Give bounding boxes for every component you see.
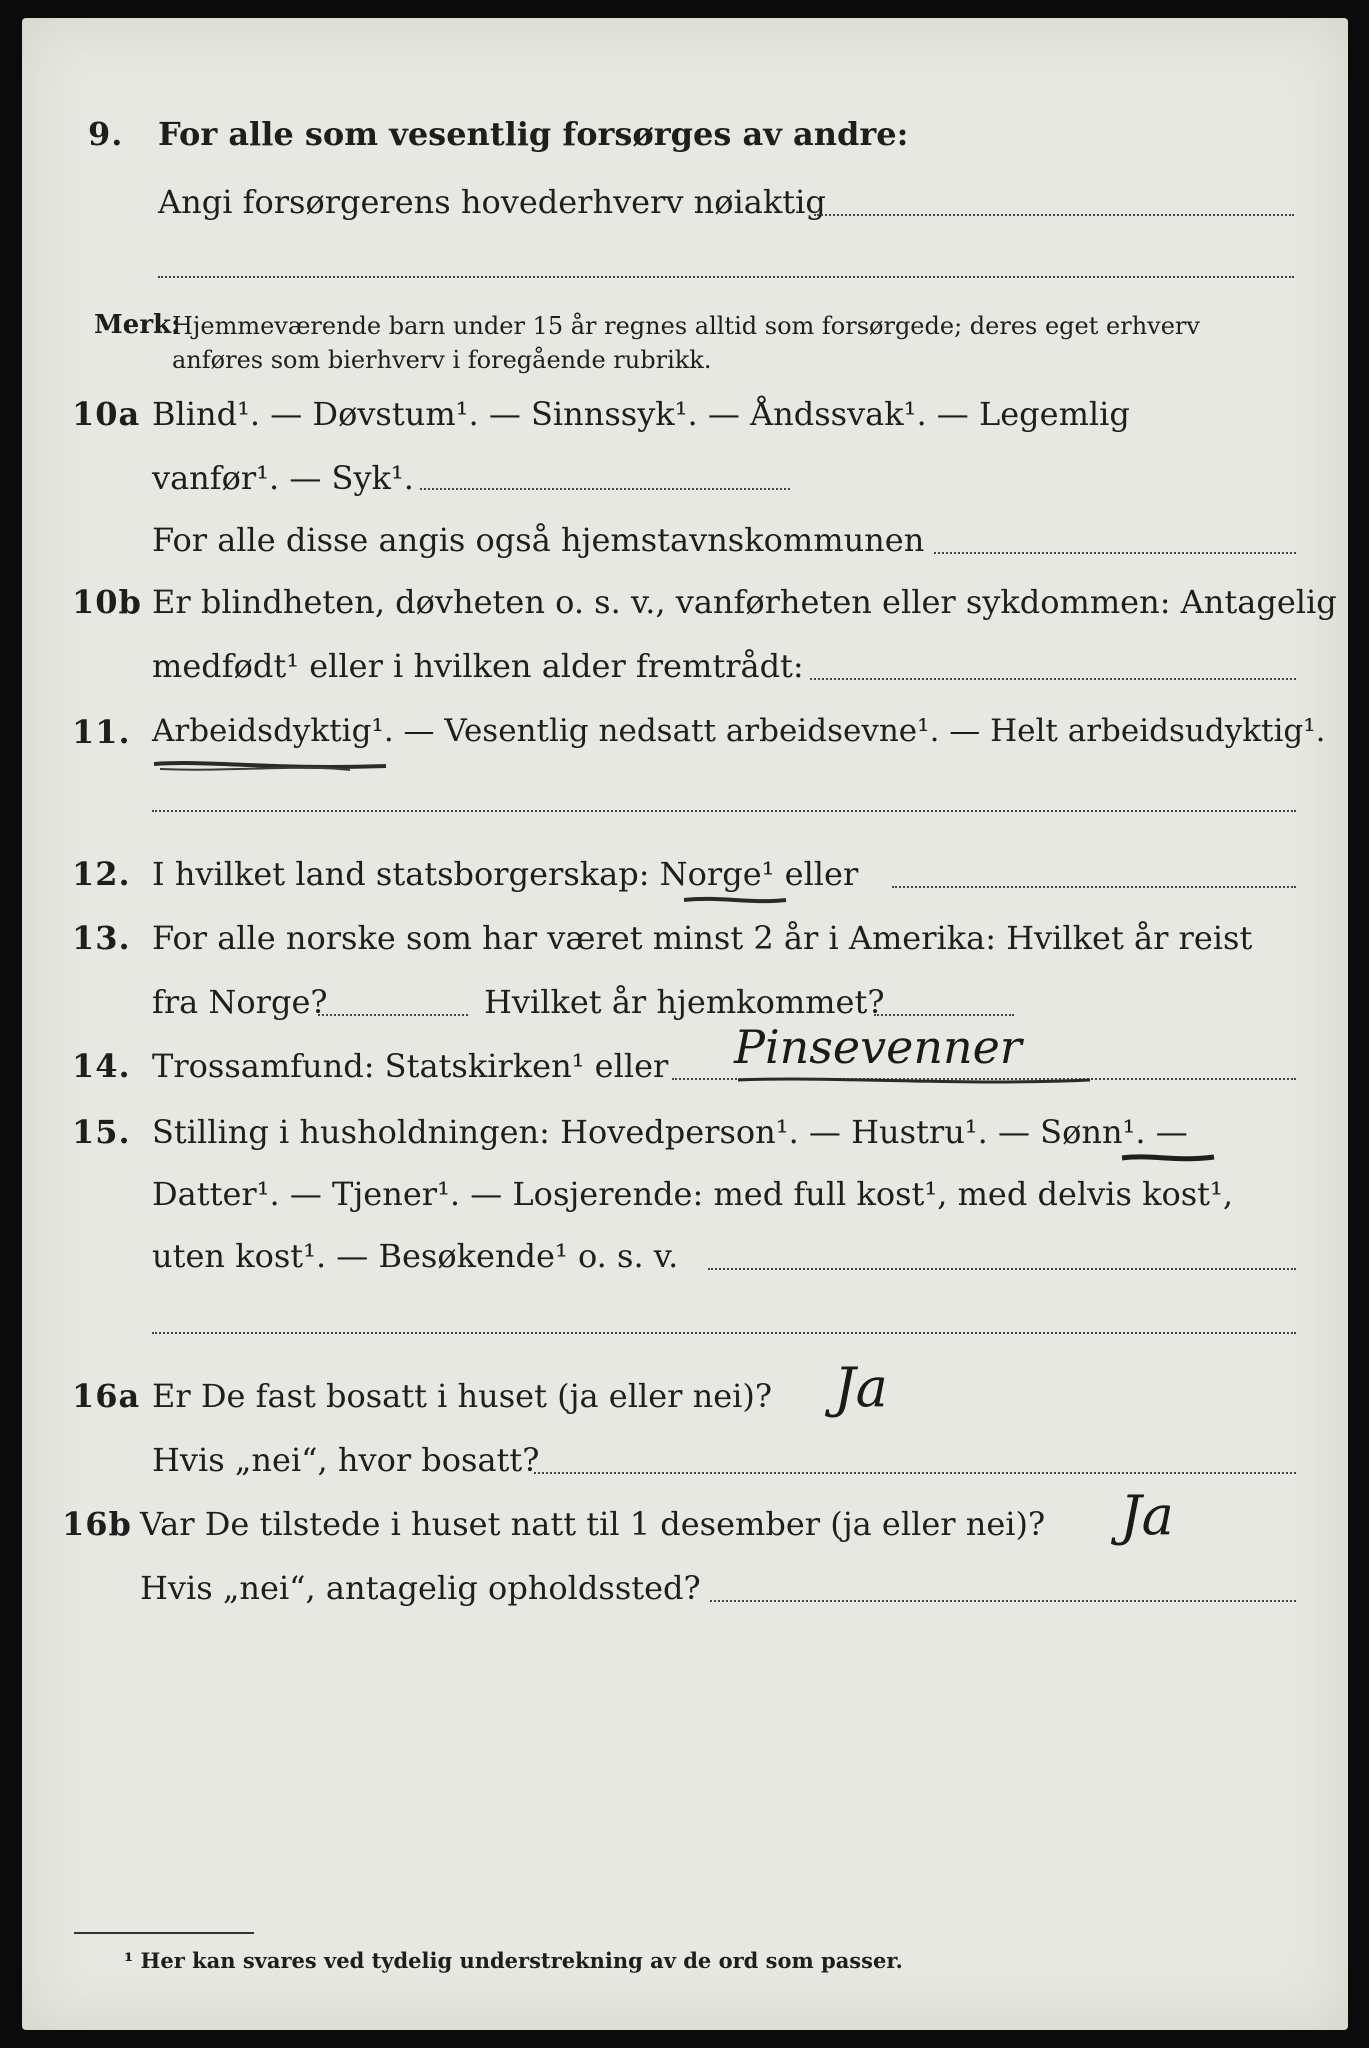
handwritten-underline-sonn <box>1118 1152 1218 1164</box>
q10a-line1: Blind¹. — Døvstum¹. — Sinnssyk¹. — Åndssvak¹. — Legemlig <box>152 395 1130 433</box>
q10a-answer-line[interactable] <box>420 488 790 490</box>
q12-line1: I hvilket land statsborgerskap: Norge¹ eller <box>152 855 859 893</box>
question-number-16a: 16a <box>72 1377 141 1415</box>
q16a-line2: Hvis „nei“, hvor bosatt? <box>152 1441 540 1479</box>
q10b-line2: medfødt¹ eller i hvilken alder fremtrådt: <box>152 647 804 685</box>
merk-label: Merk: <box>94 310 181 340</box>
q9-line2: Angi forsørgerens hovederhverv nøiaktig <box>158 183 826 221</box>
q13-reist-line[interactable] <box>318 1014 468 1016</box>
q14-handwritten-answer: Pinsevenner <box>734 1020 1022 1074</box>
q15-answer-line[interactable] <box>708 1268 1296 1270</box>
q14-line1: Trossamfund: Statskirken¹ eller <box>152 1047 669 1085</box>
handwritten-underline-norge <box>680 894 790 908</box>
q15-line2: Datter¹. — Tjener¹. — Losjerende: med full kost¹, med delvis kost¹, <box>152 1175 1234 1213</box>
merk-line2: anføres som bierhverv i foregående rubrikk. <box>172 346 712 374</box>
q16b-line1: Var De tilstede i huset natt til 1 desember (ja eller nei)? <box>140 1505 1046 1543</box>
q12-answer-line[interactable] <box>892 886 1296 888</box>
q10a-line3: For alle disse angis også hjemstavnskommunen <box>152 521 925 559</box>
q10a-hjemstavn-line[interactable] <box>934 552 1296 554</box>
q10b-answer-line[interactable] <box>810 678 1296 680</box>
q10a-line2: vanfør¹. — Syk¹. <box>152 459 414 497</box>
question-number-13: 13. <box>72 919 131 957</box>
q16a-handwritten-answer: Ja <box>834 1356 888 1419</box>
q13-line2a: fra Norge? <box>152 983 328 1021</box>
q16a-line1: Er De fast bosatt i huset (ja eller nei)? <box>152 1377 773 1415</box>
question-number-16b: 16b <box>62 1505 132 1543</box>
q11-answer-line[interactable] <box>152 810 1296 812</box>
question-number-15: 15. <box>72 1113 131 1151</box>
q13-hjemkommet-line[interactable] <box>874 1014 1014 1016</box>
q15-answer-line-2[interactable] <box>152 1332 1296 1334</box>
q11-line1: Arbeidsdyktig¹. — Vesentlig nedsatt arbeidsevne¹. — Helt arbeidsudyktig¹. <box>152 713 1326 749</box>
q16b-line2: Hvis „nei“, antagelig opholdssted? <box>140 1569 701 1607</box>
q15-line1: Stilling i husholdningen: Hovedperson¹. — Hustru¹. — Sønn¹. — <box>152 1113 1188 1151</box>
q10b-line1: Er blindheten, døvheten o. s. v., vanførheten eller sykdommen: Antagelig <box>152 583 1337 621</box>
q16b-answer-line[interactable] <box>710 1600 1296 1602</box>
q9-line1: For alle som vesentlig forsørges av andre: <box>158 115 909 153</box>
q13-line1: For alle norske som har været minst 2 år i Amerika: Hvilket år reist <box>152 919 1253 957</box>
q13-line2b: Hvilket år hjemkommet? <box>484 983 885 1021</box>
question-number-10b: 10b <box>72 583 142 621</box>
question-number-12: 12. <box>72 855 131 893</box>
handwritten-underline-arbeidsdyktig <box>150 758 390 774</box>
census-form-page <box>22 18 1348 2030</box>
question-number-11: 11. <box>72 713 131 751</box>
handwritten-underline-pinsevenner <box>734 1072 1094 1088</box>
question-number-9: 9. <box>88 115 124 153</box>
q9-answer-line-2[interactable] <box>158 276 1294 278</box>
q16b-handwritten-answer: Ja <box>1120 1484 1174 1547</box>
q9-answer-line[interactable] <box>814 214 1294 216</box>
footnote-rule <box>74 1932 254 1934</box>
q15-line3: uten kost¹. — Besøkende¹ o. s. v. <box>152 1237 679 1275</box>
q16a-answer-line[interactable] <box>534 1472 1296 1474</box>
question-number-10a: 10a <box>72 395 141 433</box>
question-number-14: 14. <box>72 1047 131 1085</box>
footnote: ¹ Her kan svares ved tydelig understrekning av de ord som passer. <box>124 1948 903 1973</box>
merk-line1: Hjemmeværende barn under 15 år regnes alltid som forsørgede; deres eget erhverv <box>172 312 1200 340</box>
